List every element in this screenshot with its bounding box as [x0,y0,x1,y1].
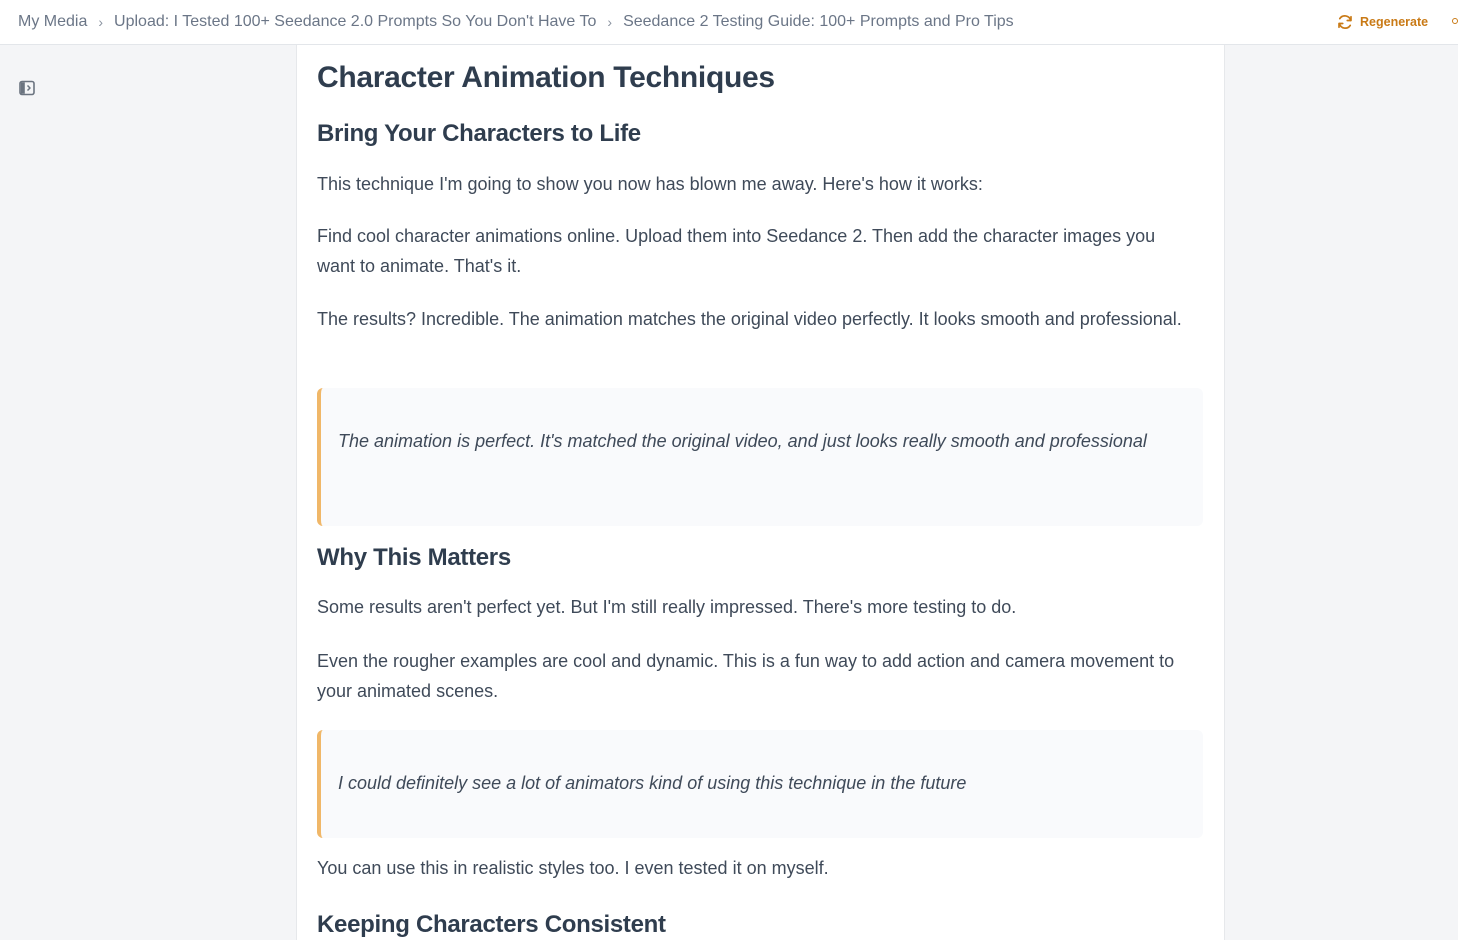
breadcrumb-item-upload[interactable]: Upload: I Tested 100+ Seedance 2.0 Prompts So You Don't Have To [114,13,597,30]
breadcrumb [18,13,1014,31]
chevron-right-icon: › [607,14,613,30]
paragraph: The results? Incredible. The animation matches the original video perfectly. It looks smooth and professional. [317,309,1182,329]
more-options-icon[interactable] [1452,18,1458,24]
refresh-icon [1336,13,1354,31]
breadcrumb-item-my-media[interactable]: My Media [18,13,88,30]
section-heading-keeping-consistent: Keeping Characters Consistent [317,911,666,938]
regenerate-label: Regenerate [1360,15,1429,29]
section-heading-why-this-matters: Why This Matters [317,544,511,571]
sidebar-toggle-button[interactable] [19,80,35,96]
breadcrumb-item-current: Seedance 2 Testing Guide: 100+ Prompts and Pro Tips [623,13,1014,30]
sidebar-panel-icon [19,80,35,96]
paragraph: Even the rougher examples are cool and dynamic. This is a fun way to add action and camera movement to your animated scenes. [317,651,1175,701]
top-bar [0,0,1458,45]
blockquote [317,730,1203,838]
page-title: Character Animation Techniques [317,61,775,94]
blockquote-text: I could definitely see a lot of animators kind of using this technique in the future [338,773,967,793]
document-panel [296,45,1225,940]
paragraph: This technique I'm going to show you now has blown me away. Here's how it works: [317,174,983,194]
blockquote-text: The animation is perfect. It's matched the original video, and just looks really smooth and professional [338,431,1147,451]
chevron-right-icon: › [98,14,104,30]
paragraph: Some results aren't perfect yet. But I'm still really impressed. There's more testing to do. [317,597,1017,617]
paragraph: Find cool character animations online. Upload them into Seedance 2. Then add the character images you want to animate. That's it. [317,226,1156,276]
section-heading-bring-characters: Bring Your Characters to Life [317,120,641,147]
blockquote [317,388,1203,526]
regenerate-button[interactable] [1336,12,1428,32]
paragraph: You can use this in realistic styles too. I even tested it on myself. [317,858,829,878]
